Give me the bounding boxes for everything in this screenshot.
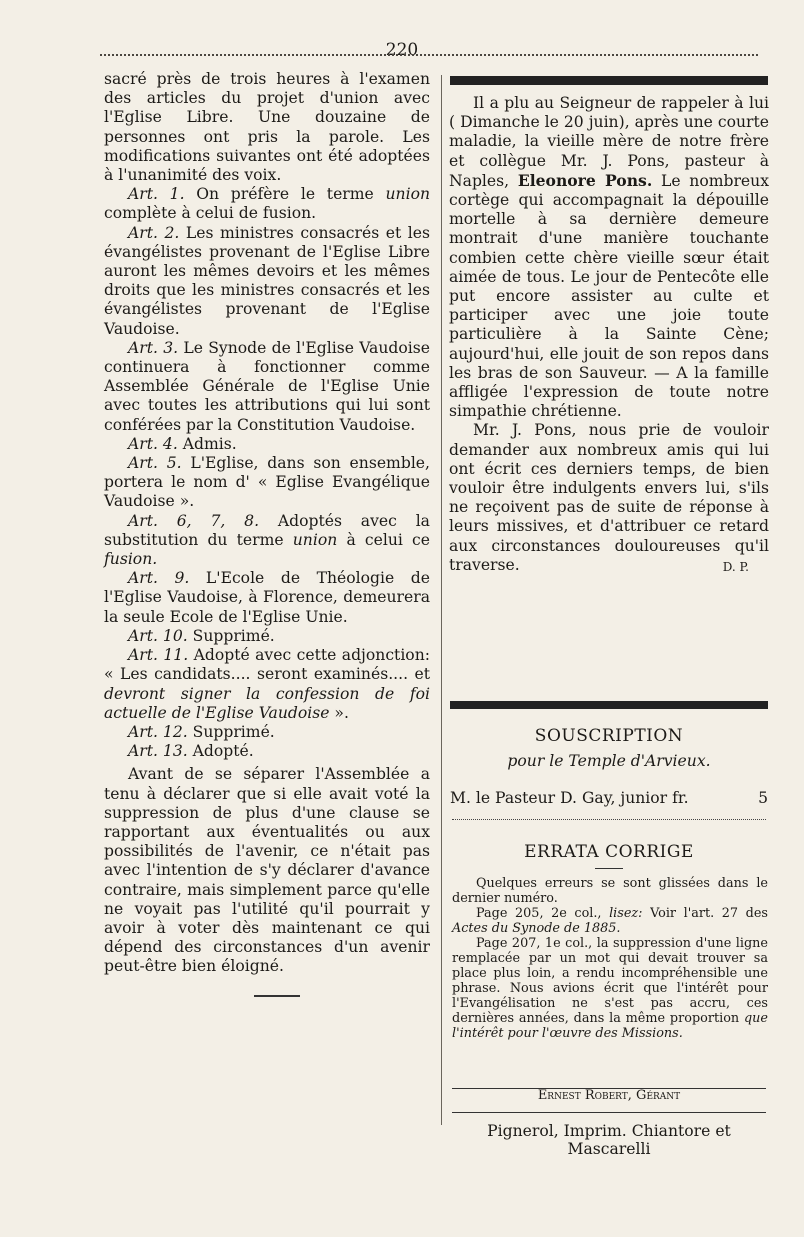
souscription-rule — [452, 819, 766, 820]
errata-dash — [595, 868, 623, 869]
souscription-subtitle: pour le Temple d'Arvieux. — [507, 752, 711, 770]
article-item — [104, 627, 430, 646]
obituary-text-b: Le nombreux cortège qui accompagnait la dépouille mortelle à sa dernière demeure montrait d'une manière touchante combien cette chère vieille sœur était aimée de tous. Le jour de Pentecôte elle put encore assister au culte et participer avec une joie toute particulière à la Sainte Cène; aujourd'hui, elle jouit de son repos dans les bras de son Sauveur. — A la famille affligée l'expression de toute notre simpathie chrétienne. — [449, 171, 769, 421]
obituary-text-2: Mr. J. Pons, nous prie de vouloir demander aux nombreux amis qui lui ont écrit ces derniers temps, de bien vouloir être indulgents envers lui, s'ils ne reçoivent pas de suite de réponse à leurs missives, et d'attribuer ce retard aux circonstances douloureuses qu'il traverse. — [449, 421, 769, 574]
souscription-title: SOUSCRIPTION — [534, 726, 684, 746]
article-label: Art. 12. — [128, 722, 188, 741]
gerant-rule-bottom — [452, 1112, 766, 1113]
intro-paragraph: sacré près de trois heures à l'examen des articles du projet d'union avec l'Eglise Libre. Une douzaine de personnes ont pris la parole. Les modifications suivantes ont été adoptées à l'unanimité des voix. — [104, 70, 430, 185]
errata-text-2b: Voir l'art. 27 des — [642, 906, 768, 921]
left-column — [104, 70, 430, 997]
obituary-name: Eleonore Pons. — [517, 170, 653, 190]
errata-paragraph-2 — [452, 906, 768, 936]
article-label: Art. 13. — [128, 742, 188, 761]
article-item — [104, 512, 430, 570]
article-text-cont: à celui ce — [337, 530, 431, 549]
article-text: Adopté. — [187, 742, 254, 761]
article-text: Adoptés avec la substitution du terme — [104, 511, 430, 549]
article-label: Art. 10. — [128, 626, 188, 645]
article-text: Les ministres consacrés et les évangélistes provenant de l'Eglise Libre auront les mêmes devoirs et les mêmes droits que les ministres consacrés et les évangélistes provenant de l'Eglise Vaudoise. — [104, 223, 430, 338]
errata-title: ERRATA CORRIGE — [524, 842, 694, 862]
errata-lisez: lisez: — [609, 906, 643, 921]
article-item — [104, 454, 430, 512]
articles-list — [104, 185, 430, 761]
errata-paragraph-1: Quelques erreurs se sont glissées dans le dernier numéro. — [452, 876, 768, 906]
middle-black-bar — [450, 701, 768, 709]
article-label: Art. 5. — [128, 454, 182, 473]
article-emphasis: union — [385, 185, 431, 204]
article-text: L'Eglise, dans son ensemble, portera le nom d' « Eglise Evangélique Vaudoise ». — [104, 454, 430, 511]
article-text: Admis. — [177, 434, 237, 453]
article-text-cont: ». — [329, 703, 349, 722]
closing-paragraph: Avant de se séparer l'Assemblée a tenu à déclarer que si elle avait voté la suppression de plus d'une clause se rapportant aux éventualités ou aux possibilités de l'avenir, ce n'était pas avec l'intention de s'y déclarer d'avance contraire, mais simplement parce qu'elle ne voyait pas l'utilité qu'il pourrait y avoir à voter dès maintenant ce qui dépend des circonstances d'un avenir peut-être bien éloigné. — [104, 765, 430, 976]
article-text: L'Ecole de Théologie de l'Eglise Vaudoise, à Florence, demeurera la seule Ecole de l'Eglise Unie. — [104, 569, 430, 626]
article-label: Art. 2. — [128, 223, 180, 242]
article-label: Art. 3. — [128, 338, 179, 357]
errata-actes: Actes du Synode de 1885. — [452, 921, 621, 936]
obituary-text-a: Il a plu au Seigneur de rappeler à lui ( Dimanche le 20 juin), après une courte maladie, la vieille mère de notre frère et collègue Mr. J. Pons, pasteur à Naples, — [449, 94, 769, 190]
errata-text-3-em: que l'intérêt pour l'œuvre des Missions. — [452, 1011, 768, 1041]
article-text: Supprimé. — [187, 626, 275, 645]
errata-text-3: Page 207, 1e col., la suppression d'une ligne remplacée par un mot qui devait trouver sa place plus loin, a rendu incompréhensible une phrase. Nous avions écrit que l'intérêt pour l'Evangélisation ne s'est pas accru, ces dernières années, dans la même proportion — [452, 936, 768, 1026]
souscription-entry — [450, 789, 768, 807]
end-dash — [254, 995, 300, 997]
article-text-cont: complète à celui de fusion. — [104, 204, 317, 223]
gerant-line: Ernest Robert, Gérant — [537, 1088, 681, 1103]
printer-line: Pignerol, Imprim. Chiantore et Mascarelli — [487, 1122, 731, 1158]
obituary-paragraph — [449, 94, 769, 421]
article-item — [104, 224, 430, 339]
article-item — [104, 742, 430, 761]
article-emphasis: union — [292, 530, 338, 549]
article-item — [104, 185, 430, 223]
article-item — [104, 339, 430, 435]
article-label: Art. 4. — [128, 434, 178, 453]
article-label: Art. 9. — [128, 569, 190, 588]
top-rule — [100, 54, 758, 59]
article-text: On préfère le terme — [184, 185, 386, 204]
errata-paragraph-3 — [452, 936, 768, 1041]
article-label: Art. 11. — [128, 646, 189, 665]
page-number: 220 — [385, 40, 419, 60]
article-label: Art. 6, 7, 8. — [128, 511, 260, 530]
errata-body — [452, 876, 768, 1041]
column-divider — [441, 75, 442, 1125]
article-label: Art. 1. — [128, 185, 185, 204]
souscription-amount: 5 — [758, 789, 768, 807]
article-item — [104, 723, 430, 742]
article-text: Le Synode de l'Eglise Vaudoise continuera à fonctionner comme Assemblée Générale de l'Eglise Unie avec toutes les attributions qui lui sont conférées par la Constitution Vaudoise. — [104, 338, 430, 434]
article-text: Supprimé. — [187, 722, 275, 741]
article-text: Adopté avec cette adjonction: « Les candidats.... seront examinés.... et — [104, 646, 430, 684]
errata-text-2a: Page 205, 2e col., — [476, 906, 610, 921]
obituary-paragraph-2 — [449, 421, 769, 575]
article-item — [104, 435, 430, 454]
obituary-signature: D. P. — [722, 559, 749, 574]
right-column-obituary — [449, 94, 769, 577]
article-emphasis: devront signer la confession de foi actuelle de l'Eglise Vaudoise — [104, 684, 430, 722]
article-emphasis-2: fusion. — [104, 550, 158, 569]
article-item — [104, 646, 430, 723]
article-item — [104, 569, 430, 627]
souscription-donor: M. le Pasteur D. Gay, junior fr. — [450, 789, 689, 807]
top-black-bar — [450, 76, 768, 85]
